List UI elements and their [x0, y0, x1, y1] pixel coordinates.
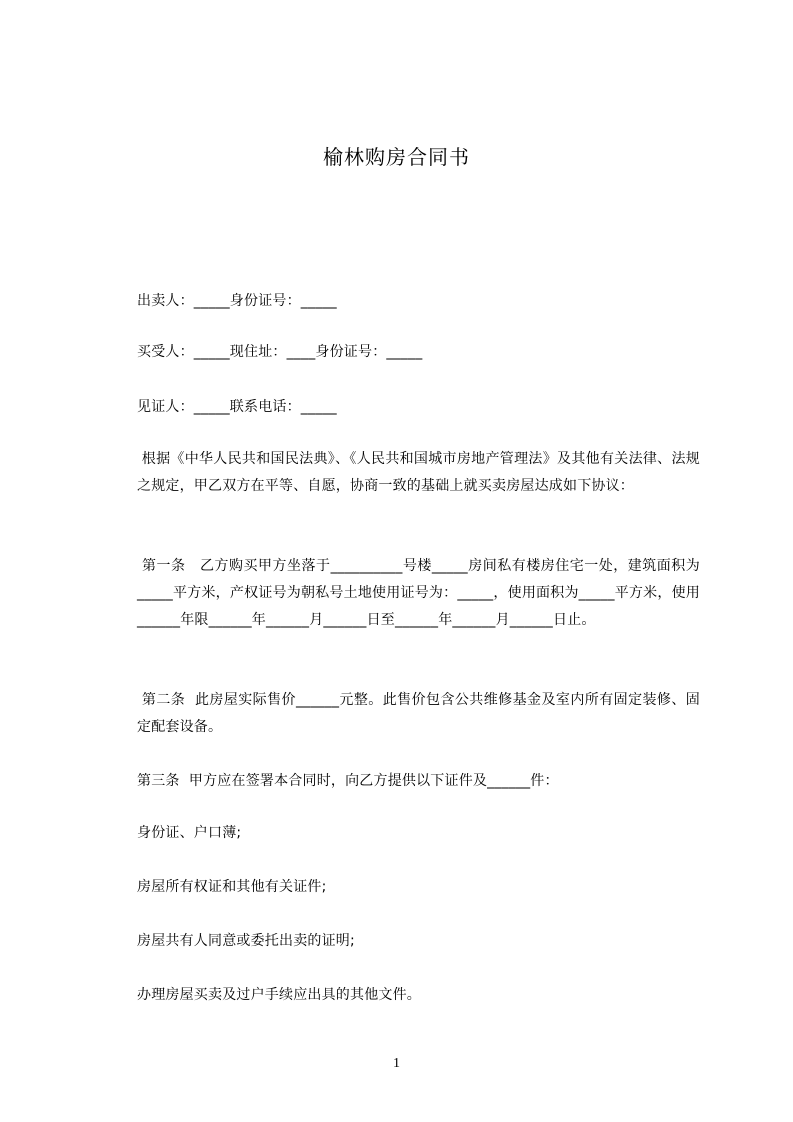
seller-line: 出卖人：_____身份证号：_____	[137, 293, 337, 309]
preamble-paragraph: 根据《中华人民共和国民法典》、《人民共和国城市房地产管理法》及其他有关法律、法规之规定，甲乙双方在平等、自愿，协商一致的基础上就买卖房屋达成如下协议：	[137, 451, 700, 494]
article-1-paragraph: 第一条 乙方购买甲方坐落于__________号楼_____房间私有楼房住宅一处，建筑面积为_____平方米，产权证号为朝私号土地使用证号为：_____，使用面积为_____平方米，使用______年限______年______月______日至______年______月______日止。	[137, 558, 701, 628]
document-title: 榆林购房合同书	[323, 145, 470, 169]
list-item-id-card: 身份证、户口薄;	[137, 825, 242, 841]
witness-line: 见证人：_____联系电话：_____	[137, 399, 337, 415]
article-2-paragraph: 第二条 此房屋实际售价______元整。此售价包含公共维修基金及室内所有固定装修、固定配套设备。	[137, 692, 700, 735]
buyer-line: 买受人：_____现住址：____身份证号：_____	[137, 344, 423, 360]
list-item-co-owner-consent: 房屋共有人同意或委托出卖的证明;	[137, 933, 355, 949]
list-item-ownership-cert: 房屋所有权证和其他有关证件;	[137, 879, 327, 895]
page-number: 1	[393, 1056, 400, 1071]
list-item-other-documents: 办理房屋买卖及过户手续应出具的其他文件。	[137, 987, 421, 1003]
article-3-paragraph: 第三条 甲方应在签署本合同时，向乙方提供以下证件及______件：	[137, 773, 559, 789]
